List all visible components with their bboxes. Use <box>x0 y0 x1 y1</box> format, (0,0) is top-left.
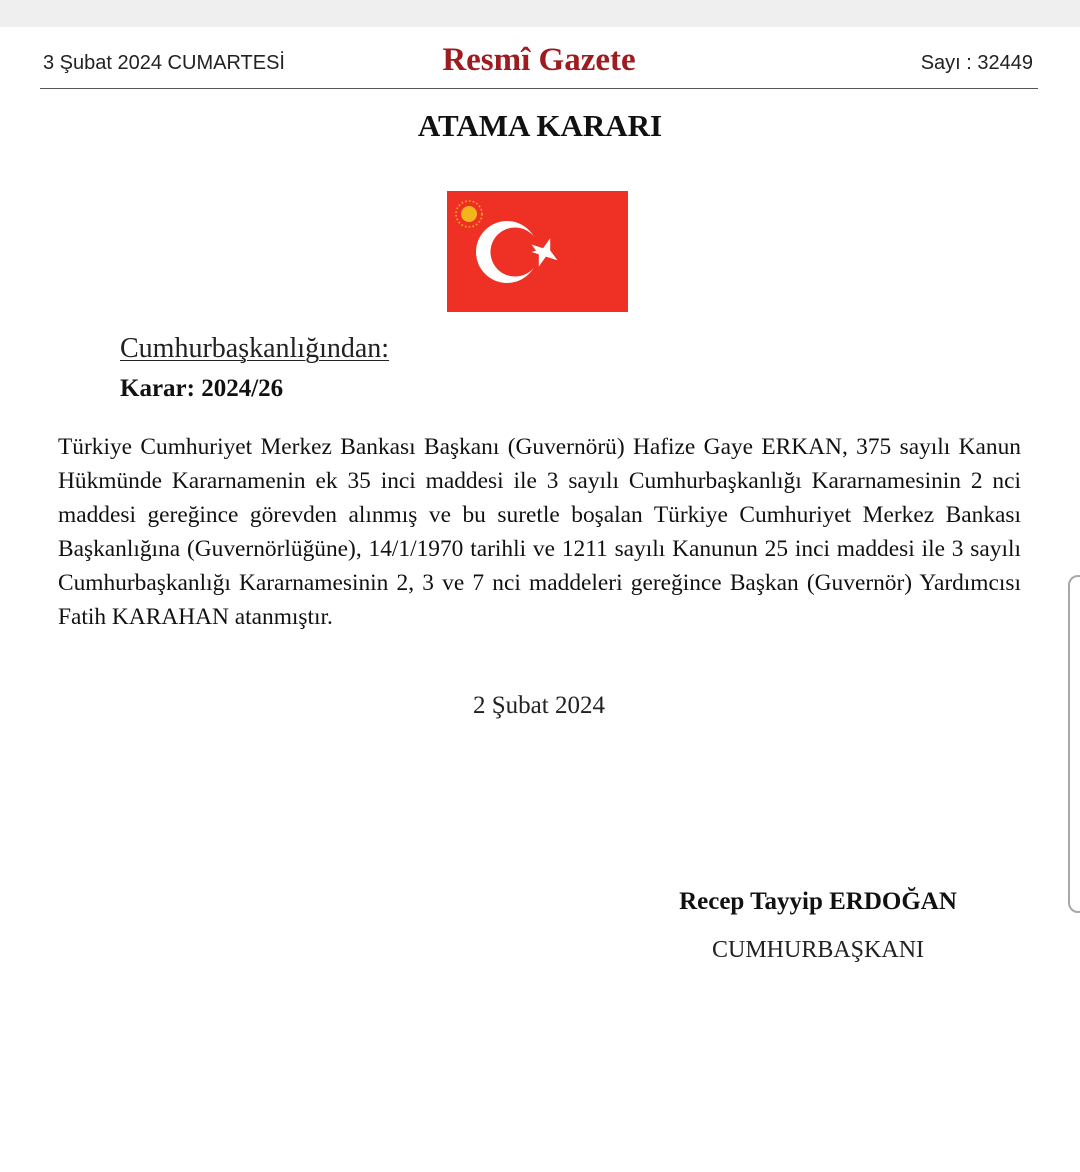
signer-name: Recep Tayyip ERDOĞAN <box>679 888 957 915</box>
decision-date: 2 Şubat 2024 <box>473 692 605 719</box>
issue-number: Sayı : 32449 <box>920 52 1033 74</box>
top-strip <box>0 0 1080 27</box>
scroll-handle[interactable] <box>1068 575 1080 913</box>
gazette-header <box>40 40 1038 89</box>
decision-heading: ATAMA KARARI <box>417 108 663 143</box>
signer-title: CUMHURBAŞKANI <box>711 937 925 963</box>
issuing-authority: Cumhurbaşkanlığından: <box>120 333 390 364</box>
decision-number: Karar: 2024/26 <box>120 375 284 402</box>
gazette-title: Resmî Gazete <box>442 42 636 78</box>
presidential-flag-icon <box>447 191 628 312</box>
decision-body: Türkiye Cumhuriyet Merkez Bankası Başkanı (Guvernörü) Hafize Gaye ERKAN, 375 sayılı Kanun Hükmünde Kararnamenin ek 35 inci maddesi ile 3 sayılı Cumhurbaşkanlığı Kararnamesinin 2 nci maddesi gereğince görevden alınmış ve bu suretle boşalan Türkiye Cumhuriyet Merkez Bankası Başkanlığına (Guvernörlüğüne), 14/1/1970 tarihli ve 1211 sayılı Kanunun 25 inci maddesi ile 3 sayılı Cumhurbaşkanlığı Kararnamesinin 2, 3 ve 7 nci maddeleri gereğince Başkan (Guvernör) Yardımcısı Fatih KARAHAN atanmıştır. <box>58 434 1021 630</box>
header-date: 3 Şubat 2024 CUMARTESİ <box>43 52 285 74</box>
